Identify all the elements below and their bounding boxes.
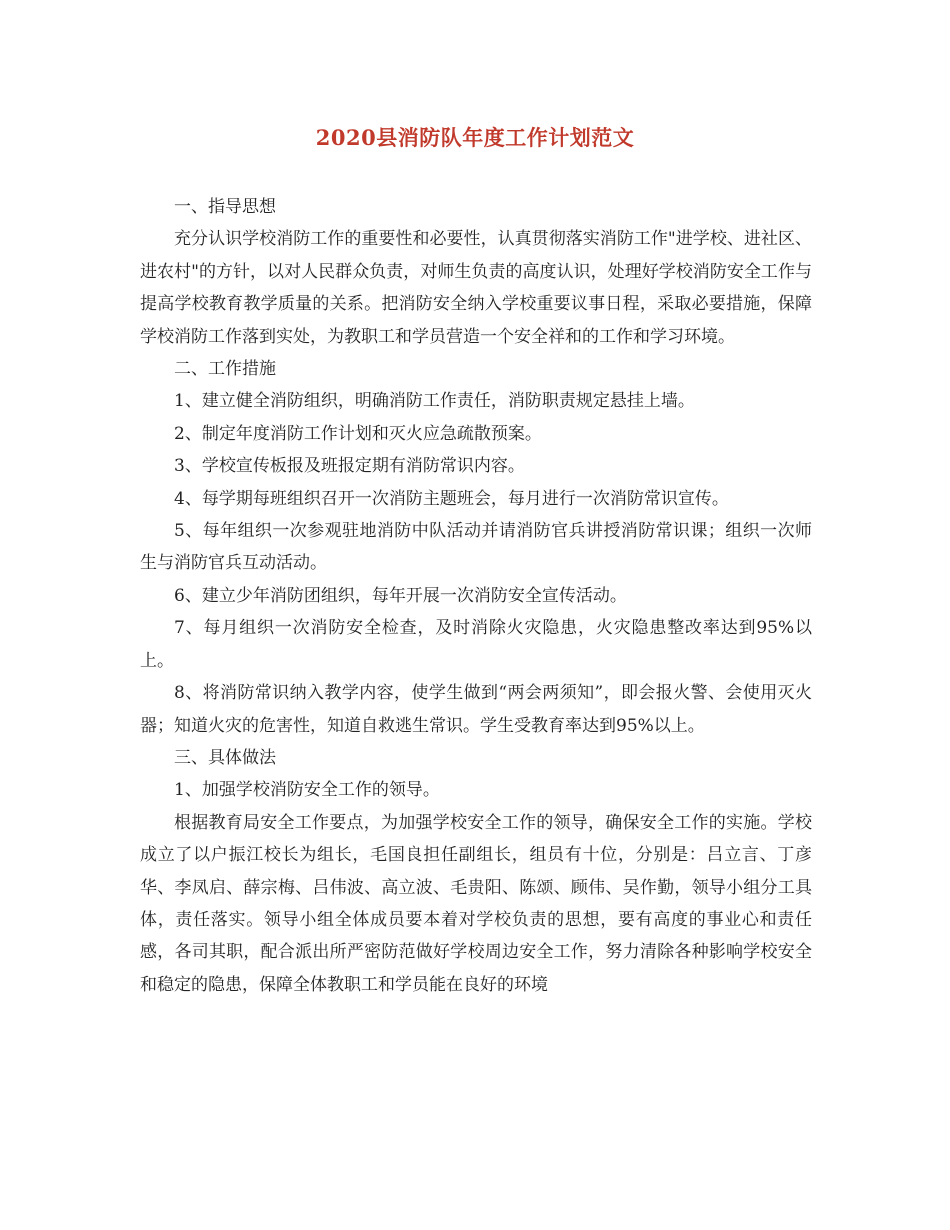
measure-item-3: 3、学校宣传板报及班报定期有消防常识内容。 — [174, 456, 525, 477]
document-title: 2020县消防队年度工作计划范文 — [315, 125, 635, 150]
measure-item-7: 7、每月组织一次消防安全检查，及时消除火灾隐患，火灾隐患整改率达到95%以上。 — [140, 618, 812, 671]
section-heading-work-measures: 二、工作措施 — [174, 359, 276, 380]
practice-item-1: 1、加强学校消防安全工作的领导。 — [174, 780, 440, 801]
measure-item-5: 5、每年组织一次参观驻地消防中队活动并请消防官兵讲授消防常识课；组织一次师生与消防官兵互动活动。 — [140, 521, 812, 574]
section-heading-guiding-ideology: 一、指导思想 — [174, 197, 276, 217]
section-heading-specific-practices: 三、具体做法 — [174, 747, 276, 768]
document-body — [140, 191, 812, 1001]
measure-item-6: 6、建立少年消防团组织，每年开展一次消防安全宣传活动。 — [174, 585, 627, 606]
paragraph-guiding-ideology: 充分认识学校消防工作的重要性和必要性，认真贯彻落实消防工作"进学校、进社区、进农村"的方针，以对人民群众负责，对师生负责的高度认识，处理好学校消防安全工作与提高学校教育教学质量的关系。把消防安全纳入学校重要议事日程，采取必要措施，保障学校消防工作落到实处，为教职工和学员营造一个安全祥和的工作和学习环境。 — [140, 229, 812, 347]
measure-item-2: 2、制定年度消防工作计划和灭火应急疏散预案。 — [174, 423, 542, 444]
measure-item-1: 1、建立健全消防组织，明确消防工作责任，消防职责规定悬挂上墙。 — [174, 391, 695, 412]
measure-item-4: 4、每学期每班组织召开一次消防主题班会，每月进行一次消防常识宣传。 — [174, 488, 729, 509]
paragraph-leadership-group: 根据教育局安全工作要点，为加强学校安全工作的领导，确保安全工作的实施。学校成立了以户振江校长为组长，毛国良担任副组长，组员有十位，分别是：吕立言、丁彦华、李凤启、薛宗梅、吕伟波、高立波、毛贵阳、陈颂、顾伟、吴作勤，领导小组分工具体，责任落实。领导小组全体成员要本着对学校负责的思想，要有高度的事业心和责任感，各司其职，配合派出所严密防范做好学校周边安全工作，努力清除各种影响学校安全和稳定的隐患，保障全体教职工和学员能在良好的环境 — [140, 812, 812, 995]
measure-item-8: 8、将消防常识纳入教学内容，使学生做到“两会两须知”，即会报火警、会使用灭火器；知道火灾的危害性，知道自救逃生常识。学生受教育率达到95%以上。 — [140, 683, 812, 736]
